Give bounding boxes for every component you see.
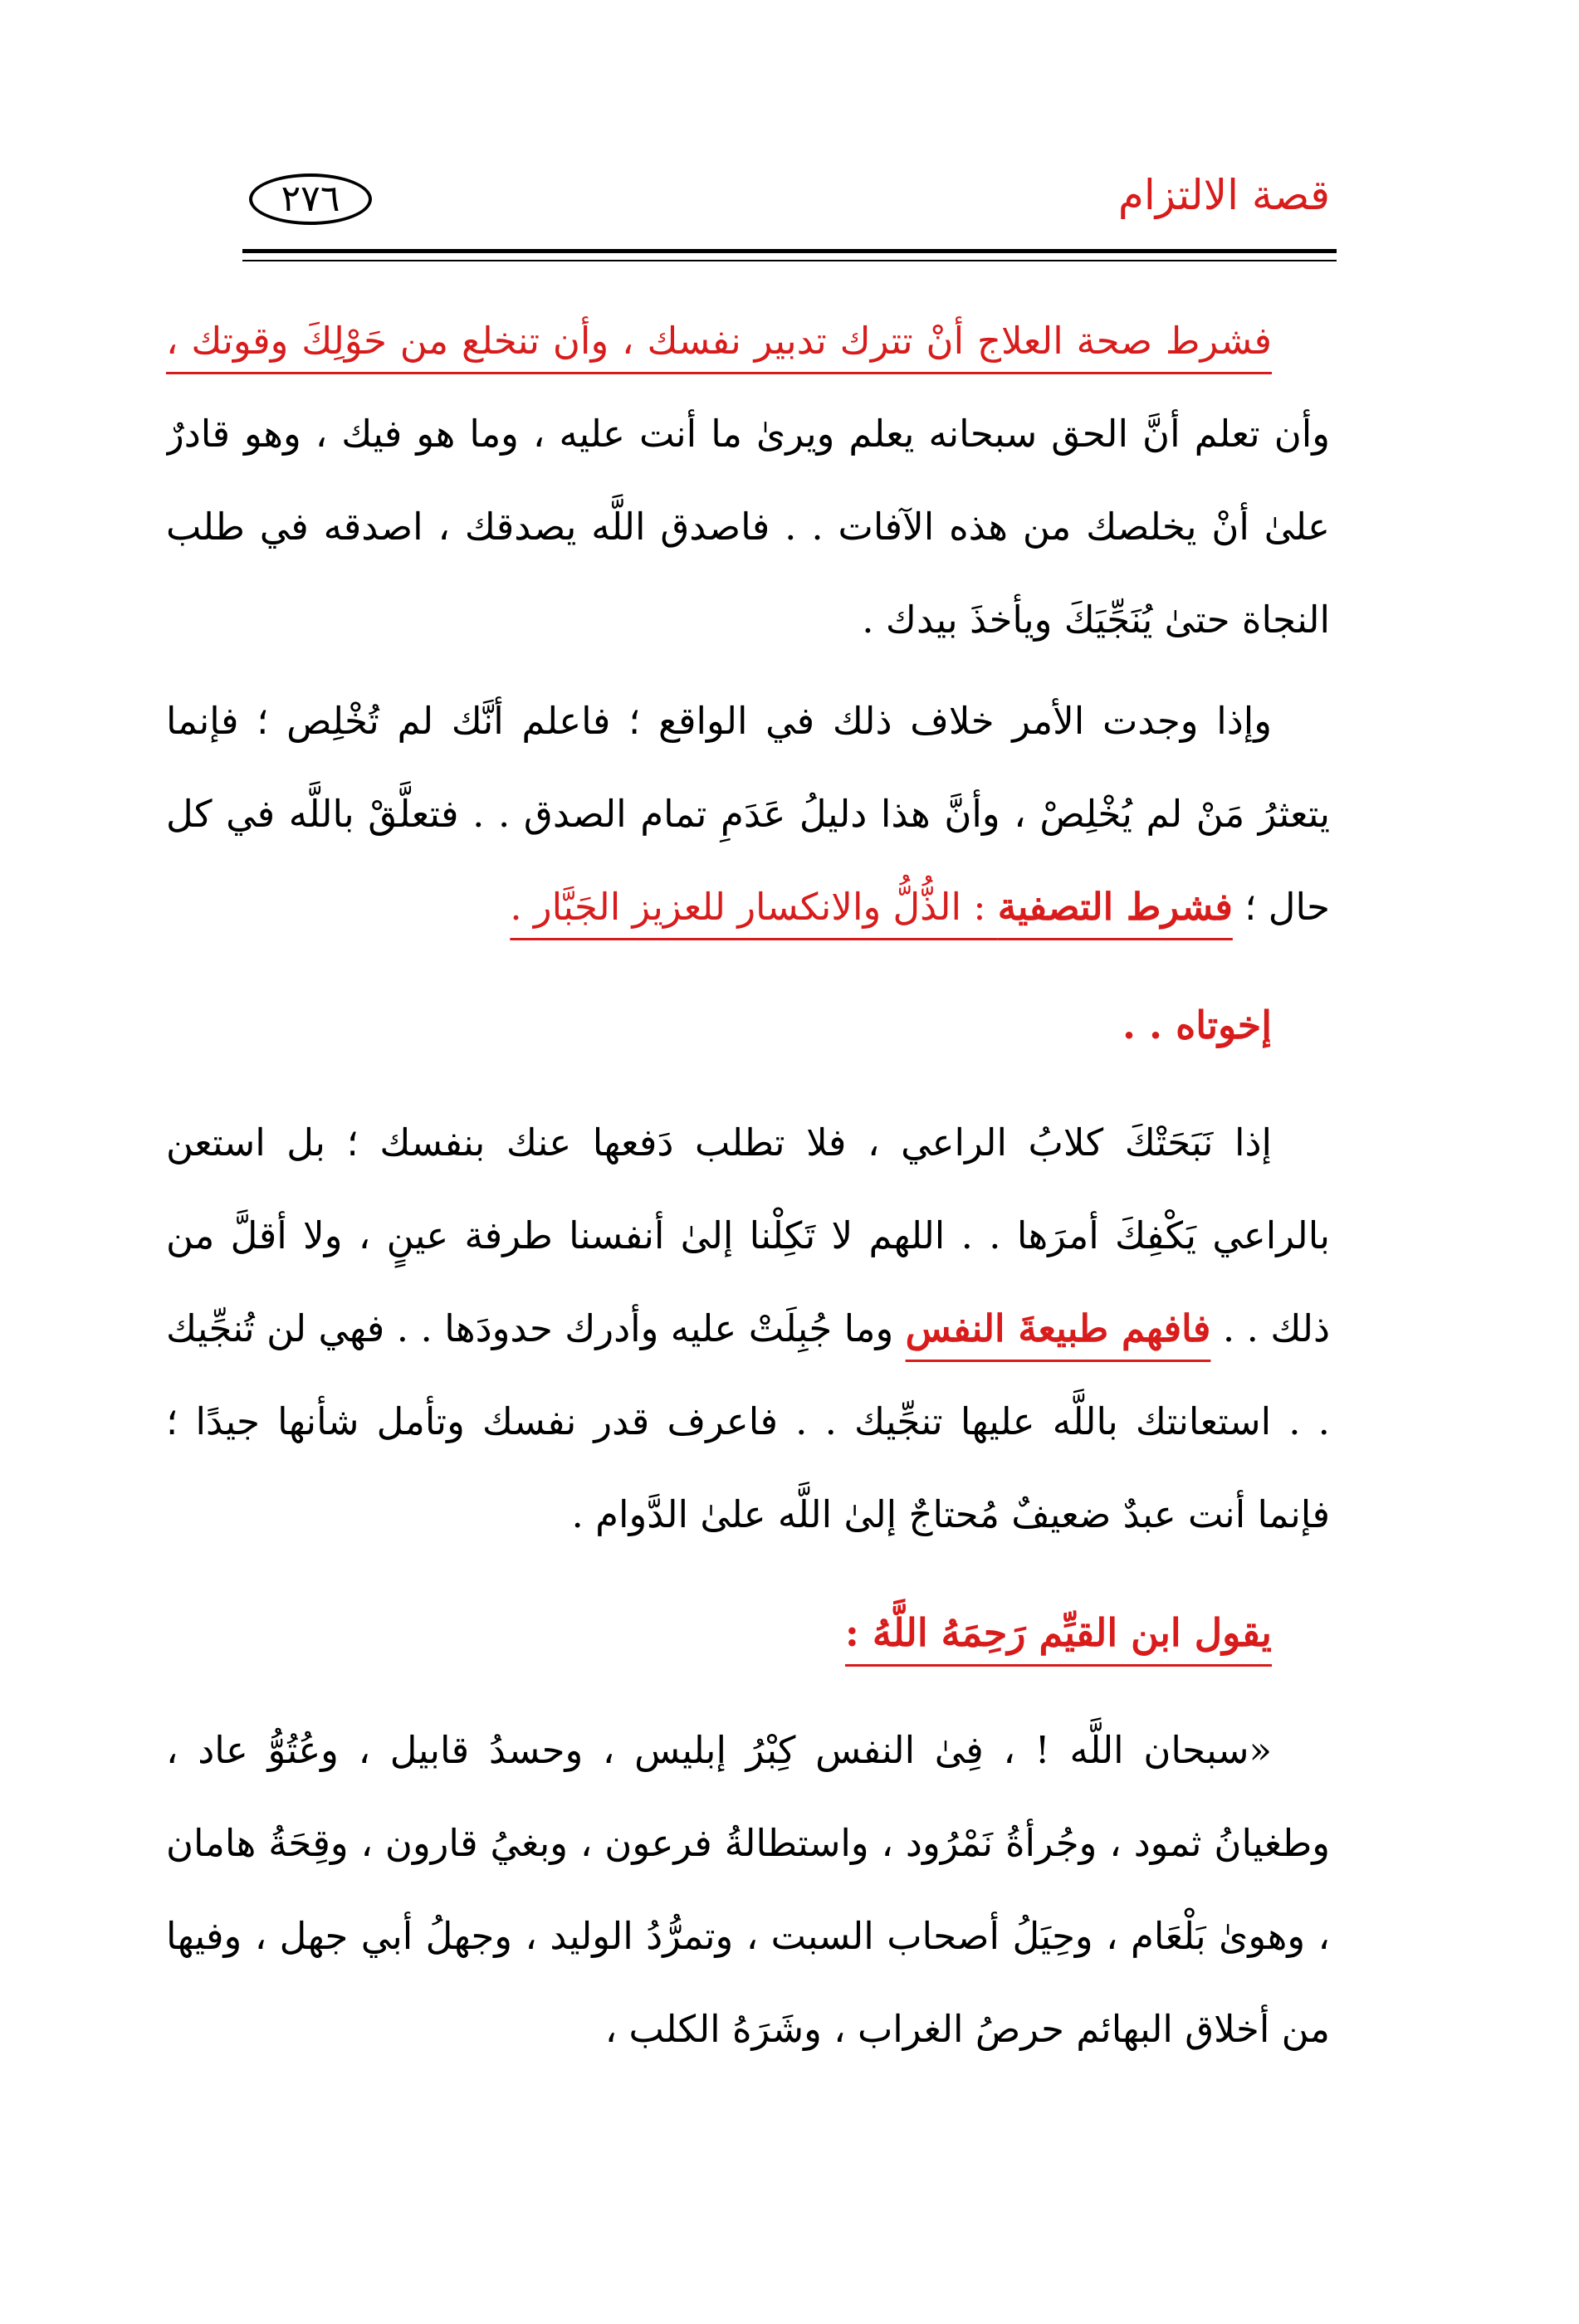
header-rule-thin: [242, 260, 1337, 261]
header-rule-thick: [242, 249, 1337, 253]
page-number: ٢٧٦: [249, 173, 372, 225]
paragraph-4: «سبحان اللَّه ! ، فِىٰ النفس كِبْرُ إبليس ، وحسدُ قابيل ، وعُتُوُّ عاد ، وطغيانُ ثمود ، وجُرأةُ نَمْرُود ، واستطالةُ فرعون ، وبغيُ قارون ، وقِحَةُ هامان ، وهوىٰ بَلْعَام ، وحِيَلُ أصحاب السبت ، وتمرُّدُ الوليد ، وجهلُ أبي جهل ، وفيها من أخلاق البهائم حرصُ الغراب ، وشَرَهُ الكلب ،: [166, 1728, 1330, 2051]
paragraph-3: [166, 1096, 1330, 1561]
paragraph-2: [166, 675, 1330, 954]
paragraph-text: وما جُبِلَتْ عليه وأدرك حدودَها . . فهي لن تُنجِّيك . . استعانتك باللَّه عليها تنجِّيك . . فاعرف قدر نفسك وتأمل شأنها جيدًا ؛ فإنما أنت عبدٌ ضعيفٌ مُحتاجٌ إلىٰ اللَّه علىٰ الدَّوام .: [166, 1306, 1330, 1536]
paragraph-text: وأن تعلم أنَّ الحق سبحانه يعلم ويرىٰ ما أنت عليه ، وما هو فيك ، وهو قادرٌ علىٰ أنْ يخلصك من هذه الآفات . . فاصدق اللَّه يصدقك ، اصدقه في طلب النجاة حتىٰ يُنَجِّيَكَ ويأخذَ بيدك .: [166, 412, 1330, 642]
page-header: [249, 162, 1330, 237]
highlighted-text: : الذُّلُّ والانكسار للعزيز الجَبَّار .: [510, 885, 998, 929]
paragraph-1: [166, 295, 1330, 666]
highlighted-bold-text: فافهم طبيعةَ النفس: [905, 1306, 1211, 1350]
paragraph-text: وإذا وجدت الأمر خلاف ذلك في الواقع ؛ فاعلم أنَّك لم تُخْلِص ؛ فإنما يتعثرُ مَنْ لم يُخْلِصْ ، وأنَّ هذا دليلُ عَدَمِ تمام الصدق . . فتعلَّقْ باللَّه في كل حال ؛: [166, 699, 1330, 929]
book-title: قصة الالتزام: [1117, 171, 1330, 219]
quote-heading-text: يقول ابن القيِّم رَحِمَهُ اللَّهُ :: [844, 1610, 1272, 1655]
highlighted-bold-text: فشرط التصفية: [997, 885, 1233, 929]
quote-heading: [166, 1586, 1330, 1679]
paragraph-text: إذا نَبَحَتْكَ كلابُ الراعي ، فلا تطلب دَفعها عنك بنفسك ؛ بل استعن بالراعي يَكْفِكَ أمرَها . . اللهم لا تَكِلْنا إلىٰ أنفسنا طرفة عينٍ ، ولا أقلَّ من ذلك . .: [166, 1120, 1330, 1350]
highlighted-text: فشرط صحة العلاج أنْ تترك تدبير نفسك ، وأن تنخلع من حَوْلِكَ وقوتك ،: [166, 319, 1272, 363]
page-body: [166, 295, 1330, 2291]
section-heading: إخوتاه . .: [1122, 1003, 1272, 1047]
